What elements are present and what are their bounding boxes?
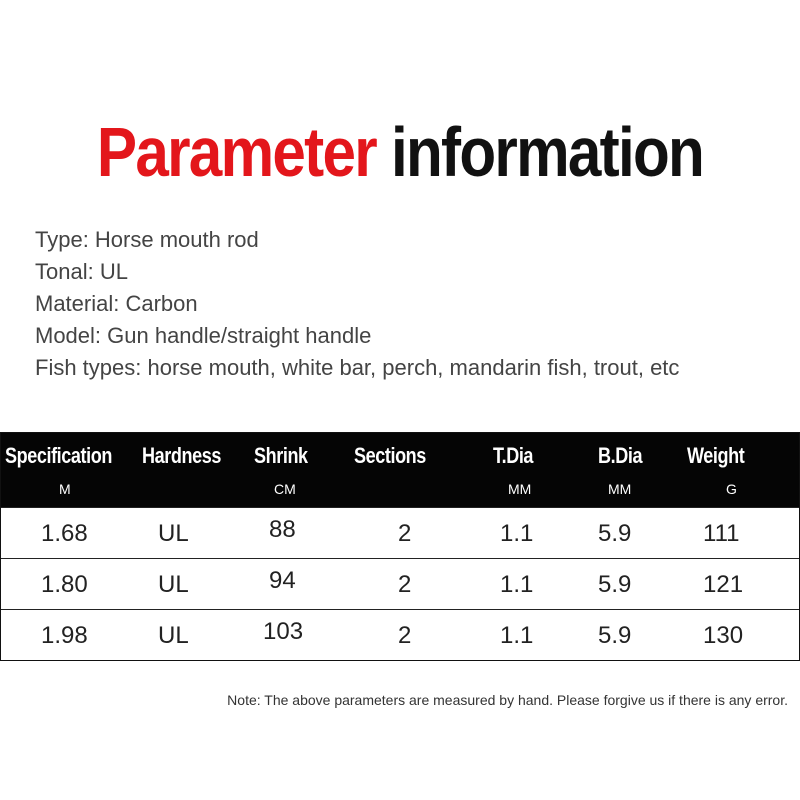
disclaimer-note: Note: The above parameters are measured by hand. Please forgive us if there is any error.: [227, 692, 788, 708]
cell-tdia: 1.1: [500, 520, 534, 547]
cell-hardness: UL: [158, 520, 189, 547]
header-weight: Weight: [687, 443, 745, 468]
cell-sections: 2: [398, 571, 412, 598]
header-bdia: B.Dia: [598, 443, 643, 468]
parameter-table: [0, 432, 800, 661]
cell-weight: 130: [703, 622, 744, 649]
header-hardness: Hardness: [142, 443, 221, 468]
table-row: [1, 558, 799, 609]
title-part-parameter: Parameter: [96, 113, 376, 191]
cell-specification: 1.68: [41, 520, 88, 547]
cell-weight: 111: [703, 520, 740, 547]
header-tdia: T.Dia: [493, 443, 534, 468]
spec-tonal: Tonal: UL: [35, 259, 128, 284]
cell-bdia: 5.9: [598, 571, 632, 598]
cell-shrink: 88: [269, 516, 296, 543]
spec-fish-types: Fish types: horse mouth, white bar, perch, mandarin fish, trout, etc: [35, 355, 680, 380]
cell-sections: 2: [398, 622, 412, 649]
table-row: [1, 507, 799, 558]
cell-sections: 2: [398, 520, 412, 547]
unit-bdia: MM: [608, 481, 632, 497]
cell-shrink: 94: [269, 567, 296, 594]
cell-specification: 1.80: [41, 571, 88, 598]
spec-type: Type: Horse mouth rod: [35, 227, 259, 252]
cell-bdia: 5.9: [598, 622, 632, 649]
header-shrink: Shrink: [254, 443, 308, 468]
cell-tdia: 1.1: [500, 571, 534, 598]
cell-shrink: 103: [263, 618, 304, 645]
unit-weight: G: [726, 481, 737, 497]
cell-tdia: 1.1: [500, 622, 534, 649]
unit-tdia: MM: [508, 481, 532, 497]
unit-specification: M: [59, 481, 71, 497]
title-part-information: information: [390, 113, 704, 191]
table-header: [1, 433, 799, 507]
header-specification: Specification: [5, 443, 112, 468]
page-title: [56, 112, 744, 192]
cell-specification: 1.98: [41, 622, 88, 649]
cell-bdia: 5.9: [598, 520, 632, 547]
cell-weight: 121: [703, 571, 744, 598]
table-row: [1, 609, 799, 660]
header-sections: Sections: [354, 443, 426, 468]
cell-hardness: UL: [158, 622, 189, 649]
unit-shrink: CM: [274, 481, 296, 497]
spec-material: Material: Carbon: [35, 291, 198, 316]
spec-model: Model: Gun handle/straight handle: [35, 323, 372, 348]
spec-list: [35, 224, 679, 384]
cell-hardness: UL: [158, 571, 189, 598]
